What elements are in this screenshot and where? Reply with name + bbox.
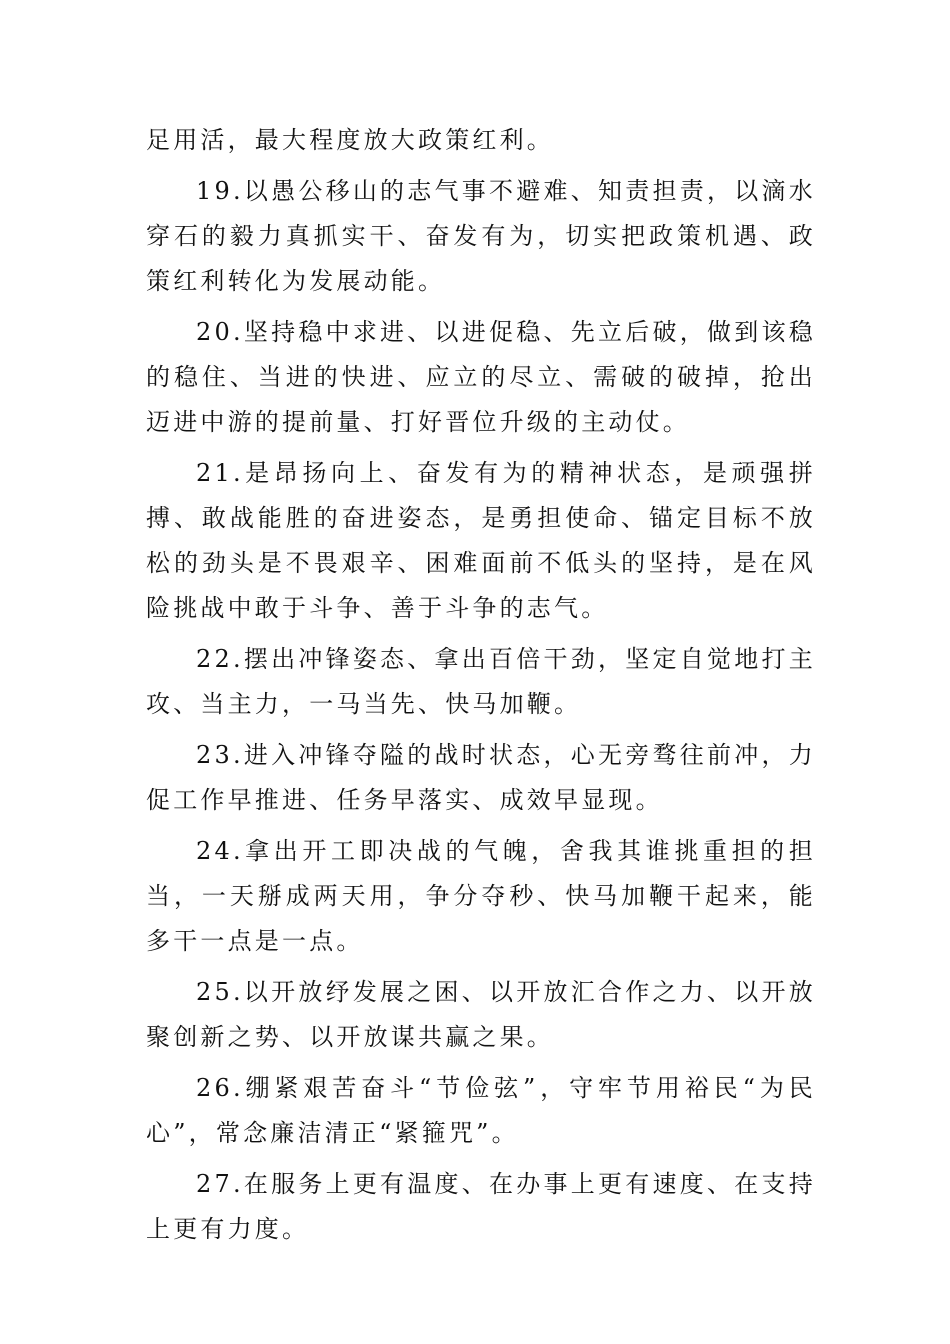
paragraph-item-25: 25.以开放纾发展之困、以开放汇合作之力、以开放聚创新之势、以开放谋共赢之果。	[146, 978, 816, 1051]
paragraph-item-27: 27.在服务上更有温度、在办事上更有速度、在支持上更有力度。	[146, 1170, 816, 1243]
paragraph-item-23: 23.进入冲锋夺隘的战时状态，心无旁骛往前冲，力促工作早推进、任务早落实、成效早显现。	[146, 741, 816, 814]
paragraph-item-19: 19.以愚公移山的志气事不避难、知责担责，以滴水穿石的毅力真抓实干、奋发有为，切实把政策机遇、政策红利转化为发展动能。	[146, 177, 816, 295]
document-body	[146, 118, 816, 1258]
paragraph-item-26: 26.绷紧艰苦奋斗“节俭弦”，守牢节用裕民“为民心”，常念廉洁清正“紧箍咒”。	[146, 1074, 816, 1147]
paragraph-item-20: 20.坚持稳中求进、以进促稳、先立后破，做到该稳的稳住、当进的快进、应立的尽立、需破的破掉，抢出迈进中游的提前量、打好晋位升级的主动仗。	[146, 318, 816, 436]
paragraph-item-24: 24.拿出开工即决战的气魄，舍我其谁挑重担的担当，一天掰成两天用，争分夺秒、快马加鞭干起来，能多干一点是一点。	[146, 837, 816, 955]
paragraph-continuation: 足用活，最大程度放大政策红利。	[146, 126, 554, 154]
paragraph-item-22: 22.摆出冲锋姿态、拿出百倍干劲，坚定自觉地打主攻、当主力，一马当先、快马加鞭。	[146, 645, 816, 718]
paragraph-item-21: 21.是昂扬向上、奋发有为的精神状态，是顽强拼搏、敢战能胜的奋进姿态，是勇担使命、锚定目标不放松的劲头是不畏艰辛、困难面前不低头的坚持，是在风险挑战中敢于斗争、善于斗争的志气。	[146, 459, 816, 622]
